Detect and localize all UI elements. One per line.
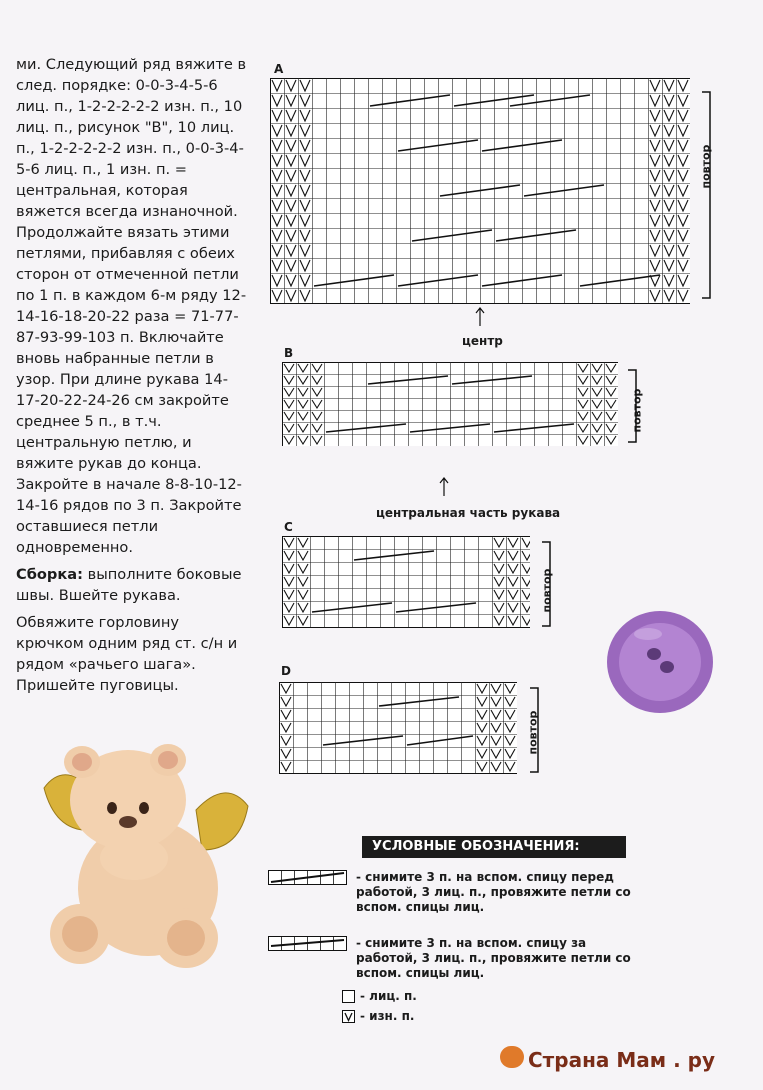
legend-item-knit: - лиц. п. bbox=[360, 989, 417, 1003]
chart-a-repeat-bracket bbox=[700, 90, 714, 300]
legend-item-purl: - изн. п. bbox=[360, 1009, 415, 1023]
chart-b-repeat-label: повтор bbox=[630, 388, 644, 433]
legend-item-cable-front: - снимите 3 п. на вспом. спицу перед работой, 3 лиц. п., провяжите петли со вспом. спицы лиц. bbox=[356, 870, 631, 914]
neckline-paragraph: Обвяжите горловину крючком одним ряд ст. с/н и рядом «рачьего шага». Пришейте пуговицы. bbox=[16, 614, 238, 694]
chart-b-center-arrow bbox=[438, 476, 450, 498]
cable-back-symbol bbox=[268, 936, 350, 952]
assembly-heading: Сборка: bbox=[16, 566, 83, 583]
chart-a-label: A bbox=[274, 62, 284, 76]
chart-a-grid bbox=[270, 78, 690, 304]
instructions-text bbox=[16, 54, 248, 702]
chart-d-grid bbox=[279, 682, 517, 774]
assembly-text: выполните боковые швы. Вшейте рукава. bbox=[16, 566, 242, 604]
chart-a-caption: центр bbox=[462, 334, 503, 348]
chart-d-repeat-label: повтор bbox=[526, 710, 540, 755]
chart-d-repeat-bracket bbox=[528, 686, 542, 774]
chart-b-caption: центральная часть рукава bbox=[376, 506, 561, 520]
chart-frame bbox=[283, 537, 531, 628]
chart-b-repeat-bracket bbox=[626, 368, 640, 444]
assembly-paragraph bbox=[16, 564, 248, 606]
chart-a-center-arrow bbox=[474, 306, 486, 328]
chart-d-label: D bbox=[281, 664, 291, 678]
chart-c-repeat-bracket bbox=[540, 540, 554, 628]
chart-frame bbox=[280, 683, 518, 774]
chart-b-label: B bbox=[284, 346, 294, 360]
chart-c-grid bbox=[282, 536, 530, 630]
chart-c-label: C bbox=[284, 520, 293, 534]
teddy-bear-illustration bbox=[36, 738, 256, 978]
purl-stitch-symbol bbox=[342, 1010, 356, 1024]
button-illustration bbox=[604, 606, 716, 716]
legend-item-cable-back: - снимите 3 п. на вспом. спицу за работой, 3 лиц. п., провяжите петли со вспом. спицы лиц. bbox=[356, 936, 631, 980]
legend-title: УСЛОВНЫЕ ОБОЗНАЧЕНИЯ: bbox=[362, 836, 626, 858]
chart-c-repeat-label: повтор bbox=[540, 568, 554, 613]
knit-stitch-symbol bbox=[342, 990, 356, 1004]
watermark-logo-icon bbox=[500, 1046, 524, 1068]
chart-a-repeat-label: повтор bbox=[699, 144, 713, 189]
cable-front-symbol bbox=[268, 870, 350, 886]
watermark: Страна Мам . ру bbox=[528, 1048, 715, 1072]
chart-b-grid bbox=[282, 362, 618, 446]
instructions-paragraph-1: ми. Следующий ряд вяжите в след. порядке: 0-0-3-4-5-6 лиц. п., 1-2-2-2-2-2 изн. п., 10 лиц. п., рисунок "В", 10 лиц. п., 1-2-2-2-2-2 изн. п., 0-0-3-4-5-6 лиц. п., 1 изн. п. = центральная, которая вяжется всегда изнаночной. Продолжайте вязать этими петлями, прибавляя с обеих сторон от отмеченной петли по 1 п. в каждом 6-м ряду 12-14-16-18-20-22 раза = 71-77-87-93-99-103 п. Включайте вновь набранные петли в узор. При длине рукава 14-17-20-22-24-26 см закройте среднее 5 п., в т.ч. центральную петлю, и вяжите рукав до конца. Закройте в начале 8-8-10-12-14-16 рядов по 3 п. Закройте оставшиеся петли одновременно. bbox=[16, 56, 247, 556]
